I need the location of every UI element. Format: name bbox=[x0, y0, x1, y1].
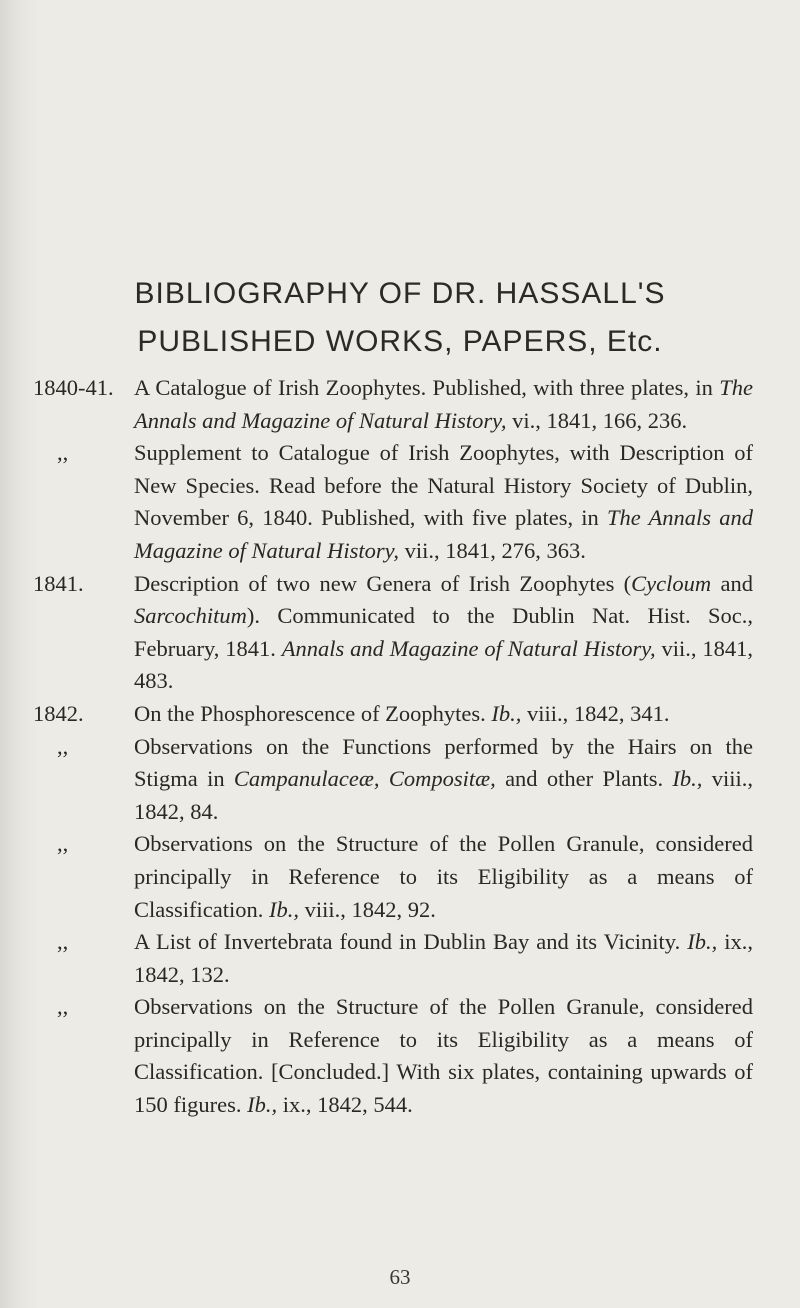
entry-text bbox=[134, 991, 753, 1121]
page-title-line-1: BIBLIOGRAPHY OF DR. HASSALL'S bbox=[134, 277, 666, 310]
entry-text-segment: ). Communicated to the Dublin Nat. Hist. Soc., February, 1841. bbox=[134, 603, 753, 661]
entry-text-segment: ix., 1842, 132. bbox=[134, 929, 753, 987]
entry-text-italic: Ib., bbox=[247, 1092, 278, 1118]
entry-text-segment: vii., 1841, 483. bbox=[134, 635, 753, 694]
entry-text bbox=[134, 568, 753, 698]
entry-text bbox=[134, 372, 753, 437]
bibliography-entry bbox=[33, 568, 753, 698]
page-title-line-2: PUBLISHED WORKS, PAPERS, Etc. bbox=[137, 325, 663, 358]
bibliography-entry bbox=[33, 731, 753, 829]
bibliography-entry bbox=[33, 926, 753, 991]
entry-text bbox=[134, 731, 753, 829]
entry-text-italic: The Annals and Magazine of Natural History, bbox=[134, 375, 753, 433]
entry-year: ,, bbox=[57, 831, 69, 857]
entry-text-segment: viii., 1842, 92. bbox=[298, 896, 436, 922]
entry-year: 1840-41. bbox=[33, 375, 114, 400]
entry-text-italic: Campanulaceæ, Compositæ, bbox=[233, 766, 496, 792]
entry-text-italic: Sarcochitum bbox=[134, 603, 247, 629]
entry-year: 1841. bbox=[33, 570, 84, 596]
bibliography-entry bbox=[33, 828, 753, 926]
entry-year: ,, bbox=[57, 733, 69, 759]
entry-year: 1842. bbox=[33, 700, 84, 726]
bibliography-entry bbox=[33, 372, 753, 437]
entry-text-italic: Cycloum bbox=[631, 570, 712, 596]
bibliography-entry bbox=[33, 991, 753, 1121]
page-number: 63 bbox=[389, 1265, 411, 1289]
entry-text bbox=[134, 828, 753, 926]
bibliography-entry bbox=[33, 437, 753, 567]
entry-text-segment: viii., 1842, 341. bbox=[521, 700, 670, 726]
entry-text-italic: Ib., bbox=[491, 700, 522, 726]
entry-text-segment: A List of Invertebrata found in Dublin Bay and its Vicinity. bbox=[134, 929, 688, 955]
bibliography-entry bbox=[33, 698, 753, 731]
entry-text-segment: and bbox=[711, 570, 753, 596]
entry-text-italic: Ib., bbox=[672, 766, 703, 792]
entry-year: ,, bbox=[57, 994, 69, 1020]
entry-text-segment: vii., 1841, 276, 363. bbox=[399, 537, 586, 563]
entry-text-segment: Observations on the Structure of the Pollen Granule, considered principally in Reference to its Eligibility as a means of Classification. [Concluded.] With six plates, containing upwards of 150 figures. bbox=[134, 994, 753, 1118]
entry-text-italic: The Annals and Magazine of Natural History, bbox=[134, 505, 753, 563]
entry-text-segment: On the Phosphorescence of Zoophytes. bbox=[134, 700, 492, 726]
entry-text-segment: Observations on the Functions performed by the Hairs on the Stigma in bbox=[134, 733, 753, 792]
entry-text-italic: Ib., bbox=[687, 929, 718, 955]
entry-text bbox=[134, 698, 753, 731]
entry-text bbox=[134, 437, 753, 567]
entry-text-italic: Ib., bbox=[268, 896, 299, 922]
entry-text-segment: Observations on the Structure of the Pollen Granule, considered principally in Reference to its Eligibility as a means of Classification. bbox=[134, 831, 753, 922]
entry-text-segment: viii., 1842, 84. bbox=[134, 766, 753, 824]
entry-text bbox=[134, 926, 753, 991]
entry-year: ,, bbox=[57, 929, 69, 955]
entry-text-segment: Supplement to Catalogue of Irish Zoophytes, with Description of New Species. Read before the Natural History Society of Dublin, November 6, 1840. Published, with five plates, in bbox=[134, 440, 753, 531]
entry-text-segment: A Catalogue of Irish Zoophytes. Published, with three plates, in bbox=[134, 375, 720, 400]
bibliography-list bbox=[33, 372, 753, 1122]
entry-text-segment: vi., 1841, 166, 236. bbox=[506, 407, 688, 433]
entry-text-segment: ix., 1842, 544. bbox=[277, 1092, 413, 1118]
entry-text-italic: Annals and Magazine of Natural History, bbox=[281, 635, 656, 661]
entry-text-segment: and other Plants. bbox=[495, 766, 673, 792]
entry-text-segment: Description of two new Genera of Irish Zoophytes ( bbox=[134, 570, 632, 596]
entry-year: ,, bbox=[57, 440, 69, 466]
